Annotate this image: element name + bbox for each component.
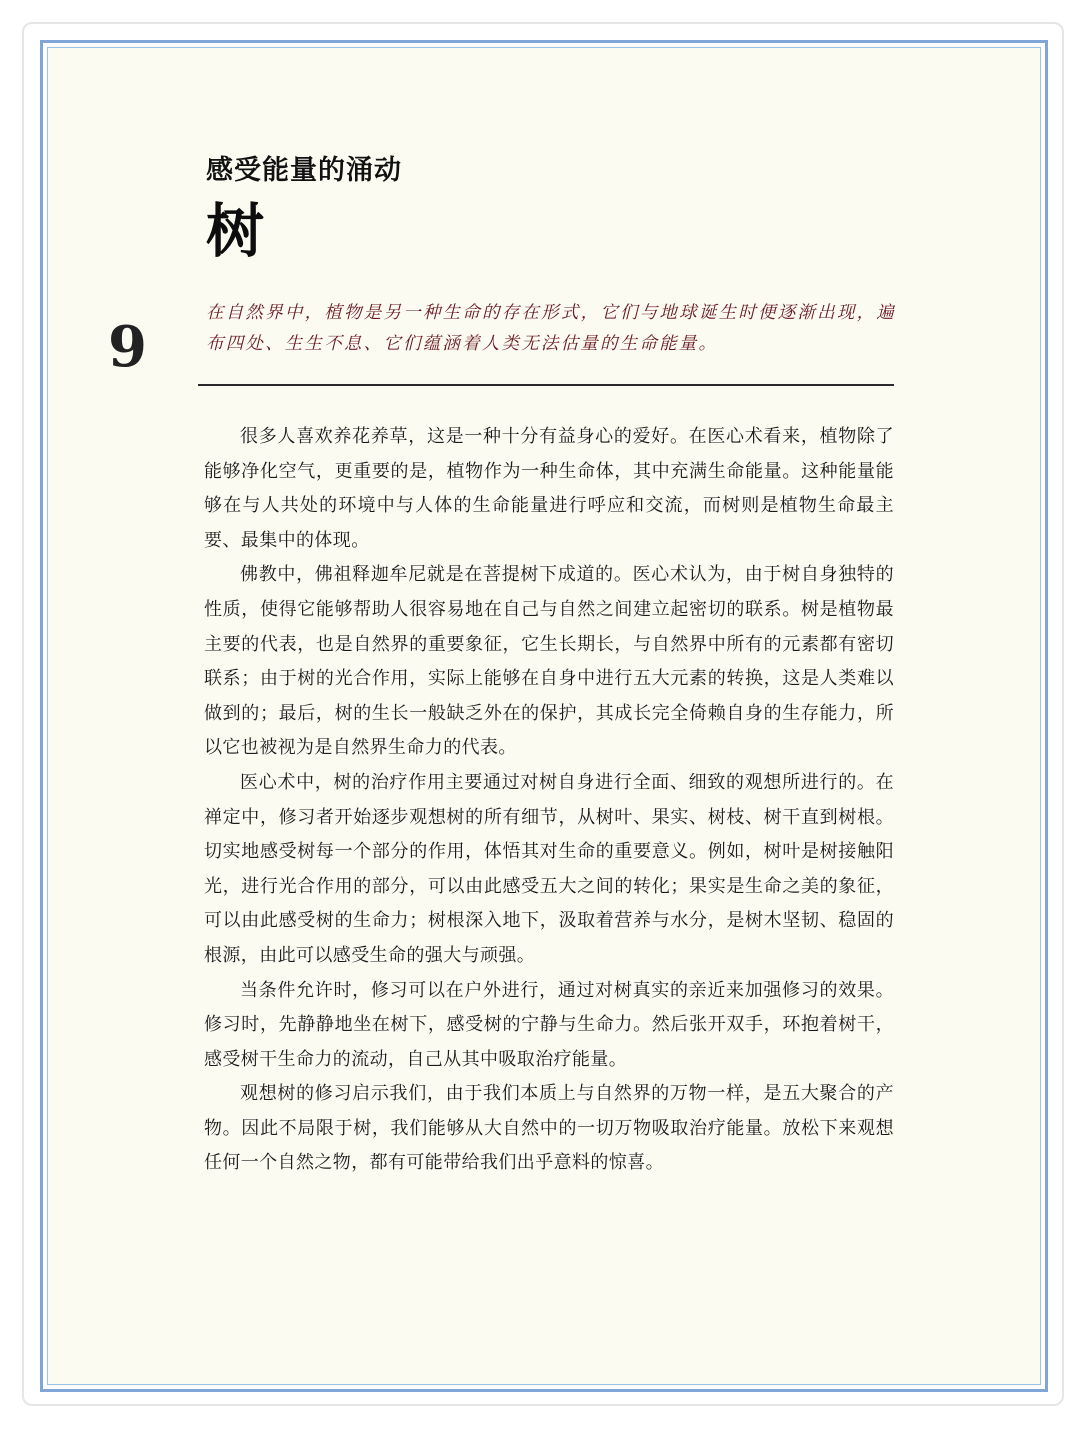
paragraph-4: 当条件允许时，修习可以在户外进行，通过对树真实的亲近来加强修习的效果。修习时，先静静地坐在树下，感受树的宁静与生命力。然后张开双手，环抱着树干，感受树干生命力的流动，自己从其中吸取治疗能量。 xyxy=(204,979,894,1070)
paragraph-3: 医心术中，树的治疗作用主要通过对树自身进行全面、细致的观想所进行的。在禅定中，修习者开始逐步观想树的所有细节，从树叶、果实、树枝、树干直到树根。切实地感受树每一个部分的作用，体悟其对生命的重要意义。例如，树叶是树接触阳光，进行光合作用的部分，可以由此感受五大之间的转化；果实是生命之美的象征，可以由此感受树的生命力；树根深入地下，汲取着营养与水分，是树木坚韧、稳固的根源，由此可以感受生命的强大与顽强。 xyxy=(204,771,894,966)
divider-line xyxy=(198,384,894,386)
section-title: 感受能量的涌动 xyxy=(206,155,402,186)
page-number: 9 xyxy=(108,314,147,380)
page-title: 树 xyxy=(206,197,265,265)
body-text xyxy=(204,420,894,1181)
paragraph-1: 很多人喜欢养花养草，这是一种十分有益身心的爱好。在医心术看来，植物除了能够净化空气，更重要的是，植物作为一种生命体，其中充满生命能量。这种能量能够在与人共处的环境中与人体的生命能量进行呼应和交流，而树则是植物生命最主要、最集中的体现。 xyxy=(204,426,894,551)
paragraph-2: 佛教中，佛祖释迦牟尼就是在菩提树下成道的。医心术认为，由于树自身独特的性质，使得它能够帮助人很容易地在自己与自然之间建立起密切的联系。树是植物最主要的代表，也是自然界的重要象征，它生长期长，与自然界中所有的元素都有密切联系；由于树的光合作用，实际上能够在自身中进行五大元素的转换，这是人类难以做到的；最后，树的生长一般缺乏外在的保护，其成长完全倚赖自身的生存能力，所以它也被视为是自然界生命力的代表。 xyxy=(204,564,894,759)
paragraph-5: 观想树的修习启示我们，由于我们本质上与自然界的万物一样，是五大聚合的产物。因此不局限于树，我们能够从大自然中的一切万物吸取治疗能量。放松下来观想任何一个自然之物，都有可能带给我们出乎意料的惊喜。 xyxy=(204,1083,894,1174)
intro-paragraph: 在自然界中，植物是另一种生命的存在形式，它们与地球诞生时便逐渐出现，遍布四处、生生不息、它们蕴涵着人类无法估量的生命能量。 xyxy=(206,303,896,354)
